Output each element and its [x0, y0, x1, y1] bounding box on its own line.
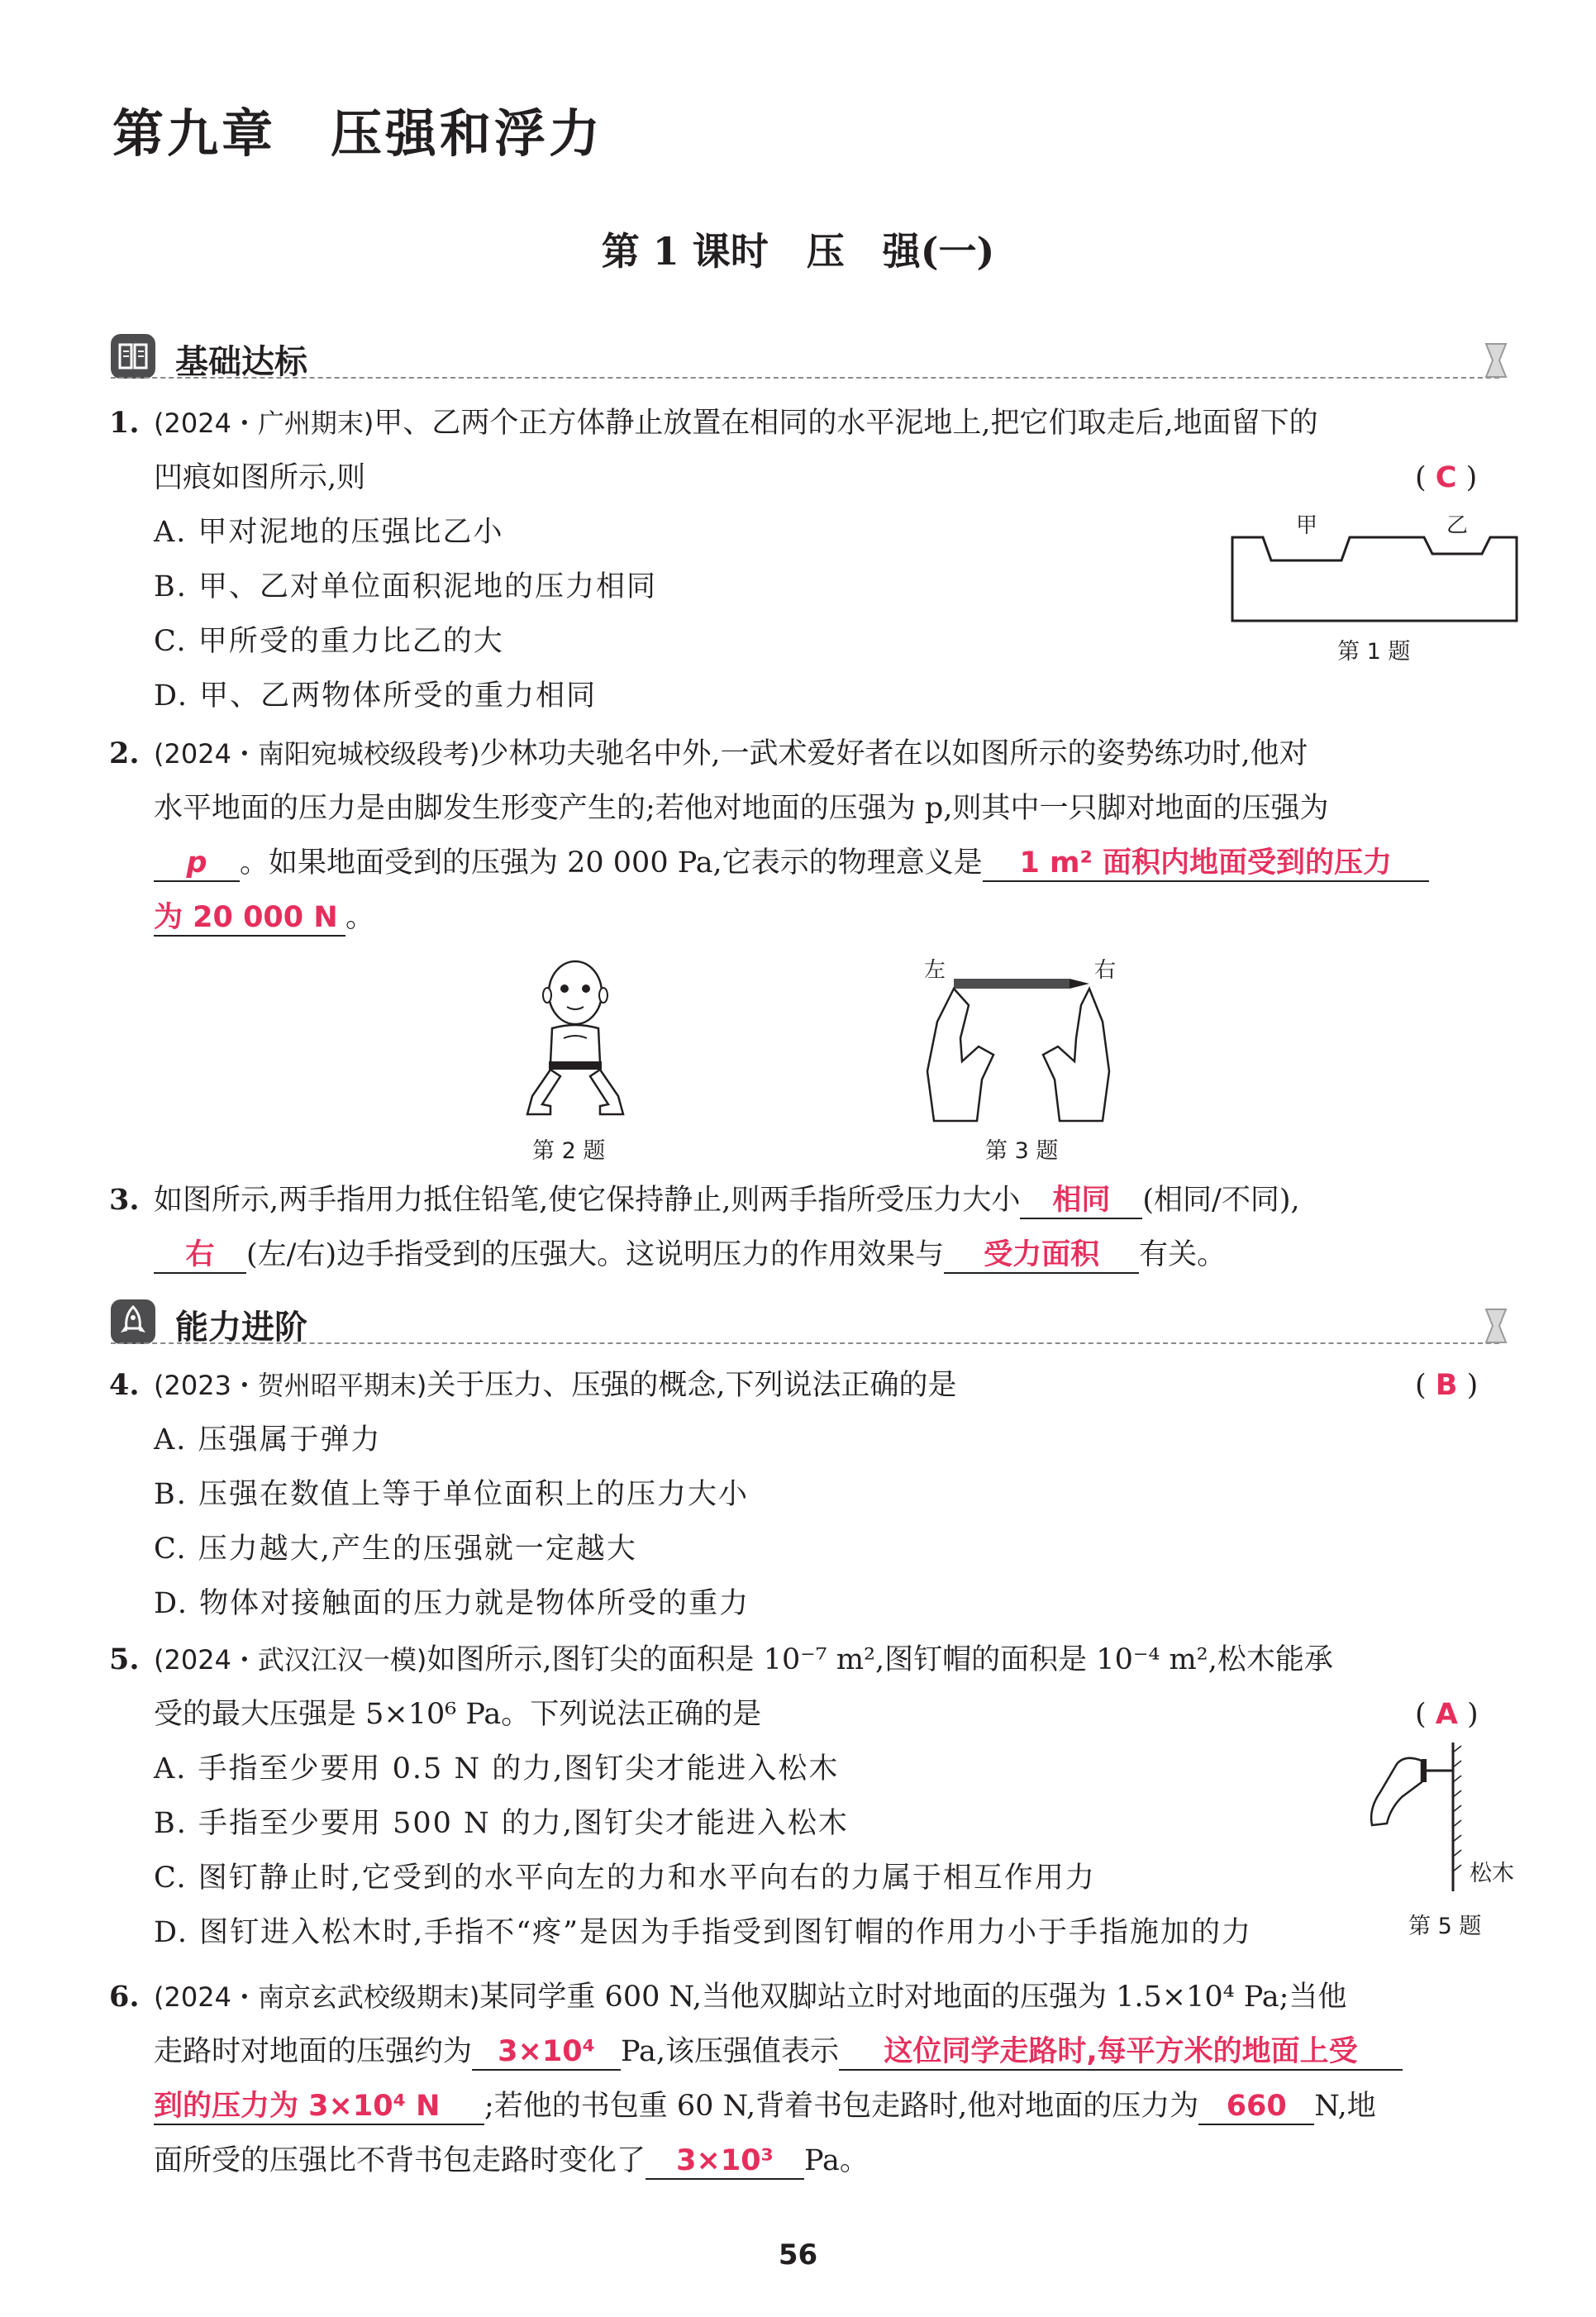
q6-stem-2: 走路时对地面的压强约为 3×10⁴ Pa,该压强值表示 这位同学走路时,每平方米的地面上受 — [154, 2032, 1403, 2071]
q3-blank-3: 受力面积 — [944, 1237, 1139, 1274]
q6-stem: (2024・南京玄武校级期末)某同学重 600 N,当他双脚站立时对地面的压强为 1.5×10⁴ Pa;当他 — [154, 1981, 1347, 2014]
q6-blank-1: 3×10⁴ — [472, 2034, 621, 2071]
q4-stem: (2023・贺州昭平期末)关于压力、压强的概念,下列说法正确的是 — [154, 1369, 957, 1402]
q6-stem-3: 到的压力为 3×10⁴ N ;若他的书包重 60 N,背着书包走路时,他对地面的压力为 660 N,地 — [154, 2086, 1376, 2126]
q4-answer-paren: ( B ) — [1415, 1369, 1479, 1402]
q4-option-d: D. 物体对接触面的压力就是物体所受的重力 — [154, 1587, 750, 1620]
q3-blank-1: 相同 — [1020, 1183, 1142, 1219]
q1-option-d: D. 甲、乙两物体所受的重力相同 — [154, 679, 598, 713]
label-yi: 乙 — [1446, 513, 1469, 538]
q5-option-b: B. 手指至少要用 500 N 的力,图钉尖才能进入松木 — [154, 1807, 849, 1840]
q3-stem-2: 右 (左/右)边手指受到的压强大。这说明压力的作用效果与 受力面积 有关。 — [154, 1235, 1226, 1275]
q4-option-a: A. 压强属于弹力 — [154, 1423, 382, 1456]
q1-caption: 第 1 题 — [1337, 639, 1411, 665]
dashed-divider — [111, 1342, 1499, 1344]
q4-option-b: B. 压强在数值上等于单位面积上的压力大小 — [154, 1478, 749, 1511]
q5-fig-label: 松木 — [1470, 1861, 1514, 1886]
q3-figure-pencil-fingers — [919, 956, 1117, 1125]
rocket-icon — [111, 1299, 155, 1344]
pin-icon — [1481, 1303, 1511, 1349]
q5-stem-2: 受的最大压强是 5×10⁶ Pa。下列说法正确的是 — [154, 1698, 762, 1731]
q5-caption: 第 5 题 — [1408, 1914, 1482, 1939]
q4-option-c: C. 压力越大,产生的压强就一定越大 — [154, 1533, 637, 1566]
q3-blank-2: 右 — [154, 1237, 246, 1274]
q2-stem-4: 为 20 000 N 。 — [154, 898, 374, 937]
q5-option-d: D. 图钉进入松木时,手指不“疼”是因为手指受到图钉帽的作用力小于手指施加的力 — [154, 1916, 1252, 1949]
q2-blank-2b: 为 20 000 N — [154, 900, 345, 937]
q6-blank-2b: 到的压力为 3×10⁴ N — [154, 2089, 484, 2125]
pin-icon — [1481, 337, 1511, 384]
q2-number: 2. — [109, 737, 140, 770]
q6-stem-4: 面所受的压强比不背书包走路时变化了 3×10³ Pa。 — [154, 2141, 869, 2181]
q2-caption: 第 2 题 — [532, 1138, 606, 1164]
q1-option-c: C. 甲所受的重力比乙的大 — [154, 625, 504, 658]
q5-figure-thumbtack — [1364, 1743, 1463, 1891]
lesson-title: 第 1 课时 压 强(一) — [601, 229, 995, 274]
q2-stem: (2024・南阳宛城校级段考)少林功夫驰名中外,一武术爱好者在以如图所示的姿势练功时,他对 — [154, 737, 1308, 770]
q1-stem-2: 凹痕如图所示,则 — [154, 461, 366, 494]
q1-stem: (2024・广州期末)甲、乙两个正方体静止放置在相同的水平泥地上,把它们取走后,地面留下的 — [154, 407, 1318, 440]
q1-figure-dents — [1230, 508, 1519, 623]
q1-number: 1. — [109, 406, 140, 440]
label-left: 左 — [924, 958, 946, 983]
q6-blank-2a: 这位同学走路时,每平方米的地面上受 — [839, 2034, 1403, 2071]
section-label: 能力进阶 — [175, 1309, 307, 1347]
q6-number: 6. — [109, 1980, 140, 2014]
q1-option-a: A. 甲对泥地的压强比乙小 — [154, 516, 504, 549]
q5-stem: (2024・武汉江汉一模)如图所示,图钉尖的面积是 10⁻⁷ m²,图钉帽的面积是 10⁻⁴ m²,松木能承 — [154, 1643, 1333, 1676]
q2-blank-2a: 1 m² 面积内地面受到的压力 — [983, 846, 1429, 882]
q4-number: 4. — [109, 1368, 140, 1402]
book-icon — [111, 334, 155, 379]
page-number: 56 — [778, 2238, 818, 2272]
q5-option-a: A. 手指至少要用 0.5 N 的力,图钉尖才能进入松木 — [154, 1752, 840, 1785]
dashed-divider — [111, 377, 1499, 379]
q6-blank-3: 660 — [1198, 2089, 1314, 2125]
q6-blank-4: 3×10³ — [646, 2143, 804, 2180]
q3-number: 3. — [109, 1183, 140, 1217]
q2-stem-2: 水平地面的压力是由脚发生形变产生的;若他对地面的压强为 p,则其中一只脚对地面的压强为 — [154, 792, 1329, 825]
label-right: 右 — [1094, 958, 1117, 983]
label-jia: 甲 — [1296, 513, 1318, 538]
q2-figure-martial-artist — [517, 956, 633, 1125]
q1-option-b: B. 甲、乙对单位面积泥地的压力相同 — [154, 570, 657, 603]
q5-option-c: C. 图钉静止时,它受到的水平向左的力和水平向右的力属于相互作用力 — [154, 1862, 1096, 1895]
q5-answer-paren: ( A ) — [1415, 1698, 1479, 1731]
section-label: 基础达标 — [175, 343, 307, 381]
q3-caption: 第 3 题 — [985, 1138, 1059, 1164]
q3-stem: 如图所示,两手指用力抵住铅笔,使它保持静止,则两手指所受压力大小 相同 (相同/不同), — [154, 1180, 1300, 1220]
q2-stem-3: p 。如果地面受到的压强为 20 000 Pa,它表示的物理意义是 1 m² 面积内地面受到的压力 — [154, 843, 1429, 883]
chapter-title: 第九章 压强和浮力 — [112, 103, 604, 164]
q1-answer-paren: ( C ) — [1415, 461, 1478, 494]
q5-number: 5. — [109, 1642, 140, 1676]
q2-blank-1: p — [154, 846, 240, 882]
